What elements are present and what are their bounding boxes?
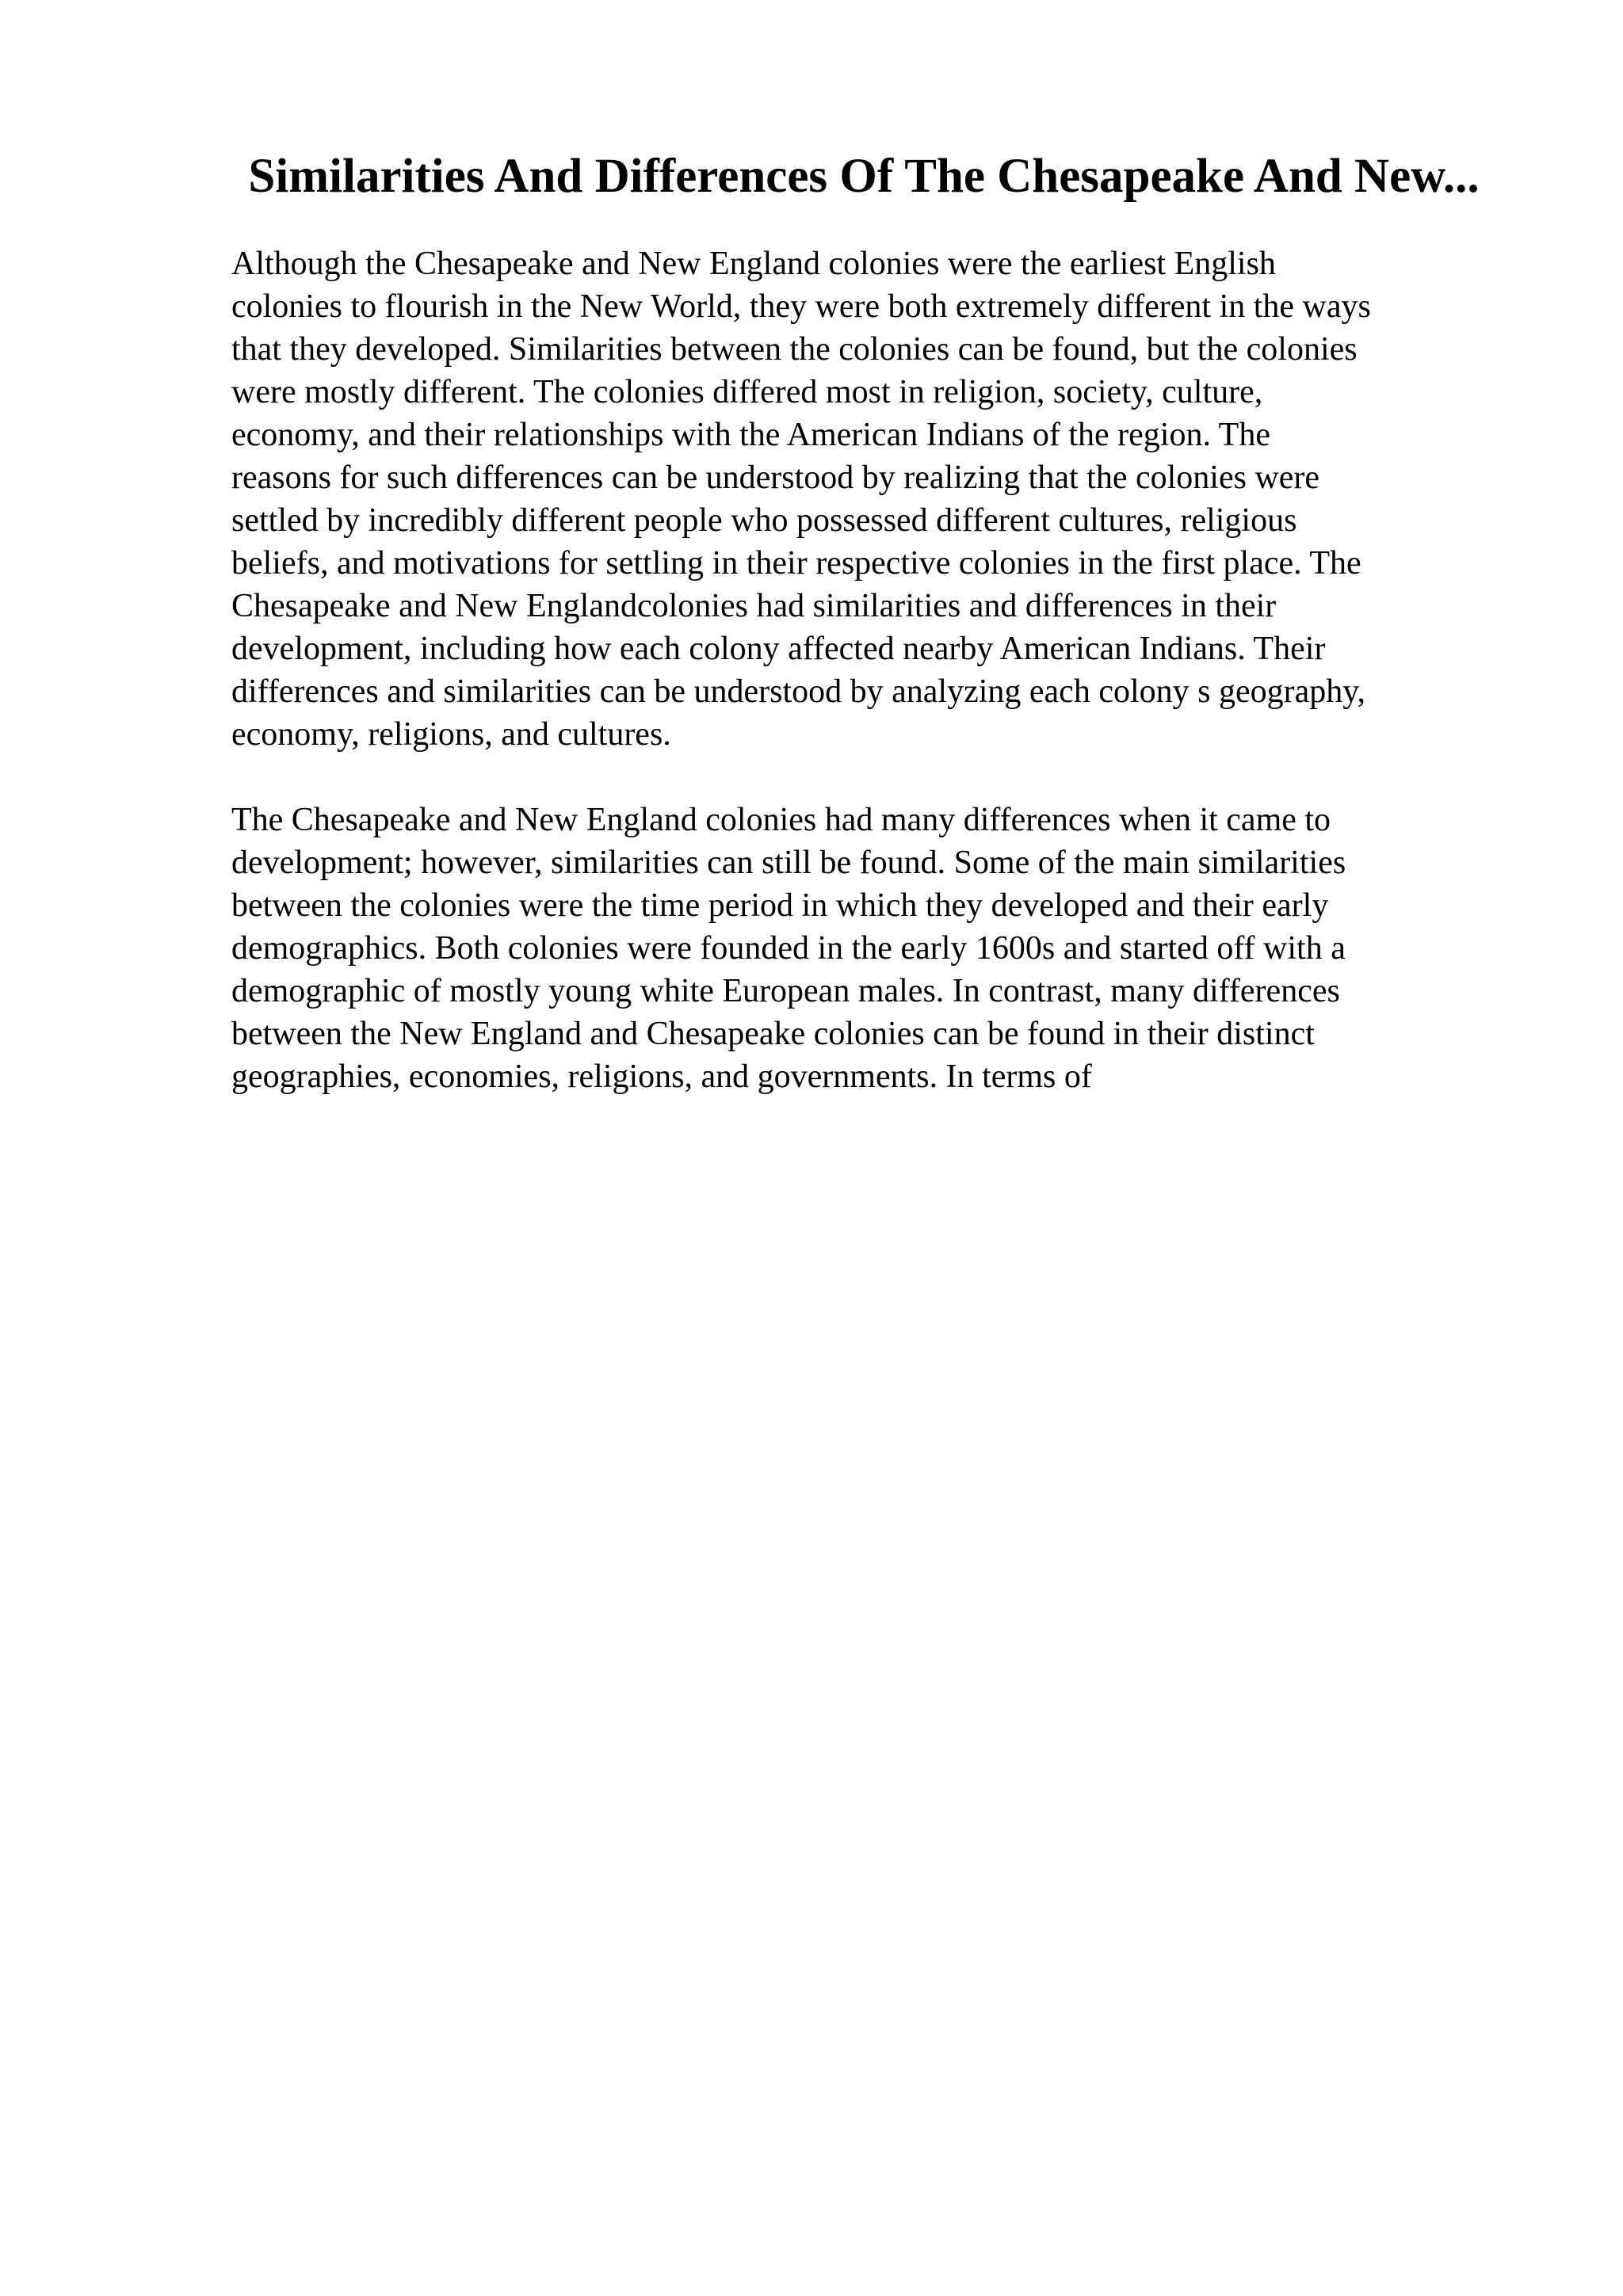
document-body — [231, 242, 1523, 1098]
paragraph-line: were mostly different. The colonies differed most in religion, society, culture, — [231, 374, 1263, 410]
paragraph-line: demographic of mostly young white European males. In contrast, many differences — [231, 973, 1340, 1009]
paragraph-line: economy, and their relationships with the American Indians of the region. The — [231, 417, 1270, 453]
paragraph-line: colonies to flourish in the New World, they were both extremely different in the ways — [231, 288, 1371, 325]
paragraph-line: The Chesapeake and New England colonies had many differences when it came to — [231, 802, 1331, 838]
paragraph-line: that they developed. Similarities between the colonies can be found, but the colonies — [231, 331, 1358, 368]
paragraph-line: between the colonies were the time period in which they developed and their early — [231, 887, 1329, 924]
paragraph-line: beliefs, and motivations for settling in their respective colonies in the first place. The — [231, 545, 1361, 582]
paragraph-line: economy, religions, and cultures. — [231, 716, 671, 753]
document-title: Similarities And Differences Of The Chesapeake And New... — [248, 150, 1480, 203]
paragraph-line: settled by incredibly different people who possessed different cultures, religious — [231, 502, 1297, 539]
paragraph-line: between the New England and Chesapeake colonies can be found in their distinct — [231, 1016, 1315, 1052]
paragraph-line: Although the Chesapeake and New England colonies were the earliest English — [231, 246, 1276, 282]
paragraph-line: development; however, similarities can still be found. Some of the main similarities — [231, 845, 1346, 881]
paragraph-line: reasons for such differences can be understood by realizing that the colonies were — [231, 460, 1320, 496]
paragraph-line: geographies, economies, religions, and governments. In terms of — [231, 1058, 1092, 1095]
paragraph-line: differences and similarities can be understood by analyzing each colony s geography, — [231, 673, 1366, 710]
paragraph-2 — [231, 799, 1523, 1098]
paragraph-1 — [231, 242, 1523, 756]
paragraph-line: development, including how each colony affected nearby American Indians. Their — [231, 631, 1326, 667]
paragraph-line: demographics. Both colonies were founded in the early 1600s and started off with a — [231, 930, 1346, 967]
paragraph-line: Chesapeake and New Englandcolonies had similarities and differences in their — [231, 588, 1277, 624]
